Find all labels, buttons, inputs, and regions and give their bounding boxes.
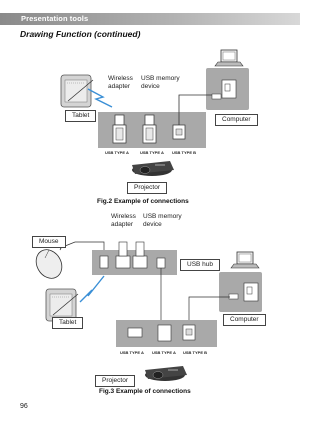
port-label-usb-a1: USB TYPE A (105, 150, 129, 155)
header-title: Presentation tools (21, 14, 89, 23)
projector-label: Projector (95, 375, 135, 387)
usb-wireless-adapter-icon (113, 115, 126, 143)
computer-label: Computer (215, 114, 258, 126)
usb-memory-line2: device (143, 221, 162, 228)
page-number: 96 (20, 403, 28, 410)
port-label-usb-b: USB TYPE B (183, 350, 208, 355)
usb-memory-label (141, 75, 180, 91)
usb-memory-device-icon (143, 115, 156, 143)
usb-memory-line1: USB memory (143, 213, 182, 220)
mouse-label: Mouse (32, 236, 66, 248)
port-label-usb-a2: USB TYPE A (152, 350, 176, 355)
computer-icon (219, 252, 262, 312)
wireless-adapter-line2: adapter (108, 83, 131, 90)
wireless-adapter-line1: Wireless (108, 75, 133, 82)
projector-label: Projector (127, 182, 167, 194)
computer-icon (206, 50, 249, 110)
tablet-label: Tablet (52, 317, 83, 329)
fig3-caption: Fig.3 Example of connections (99, 388, 191, 395)
projector-icon (132, 161, 174, 176)
usb-memory-line1: USB memory (141, 75, 180, 82)
wireless-signal-icon (80, 276, 104, 302)
tablet-label: Tablet (65, 110, 96, 122)
projector-icon (145, 366, 187, 381)
usb-type-b-port-icon (173, 125, 185, 139)
port-label-usb-a2: USB TYPE A (140, 150, 164, 155)
tablet-icon (61, 75, 93, 107)
wireless-signal-icon (88, 89, 112, 107)
wireless-adapter-line1: Wireless (111, 213, 136, 220)
computer-label: Computer (223, 314, 266, 326)
section-title: Drawing Function (continued) (20, 29, 141, 39)
usb-memory-label (143, 213, 182, 229)
wireless-adapter-label (111, 213, 136, 229)
port-label-usb-b: USB TYPE B (172, 150, 197, 155)
usb-memory-line2: device (141, 83, 160, 90)
fig2-caption: Fig.2 Example of connections (97, 198, 189, 205)
wireless-adapter-label (108, 75, 133, 91)
wireless-adapter-line2: adapter (111, 221, 134, 228)
usb-hub-label: USB hub (180, 259, 220, 271)
port-label-usb-a1: USB TYPE A (120, 350, 144, 355)
